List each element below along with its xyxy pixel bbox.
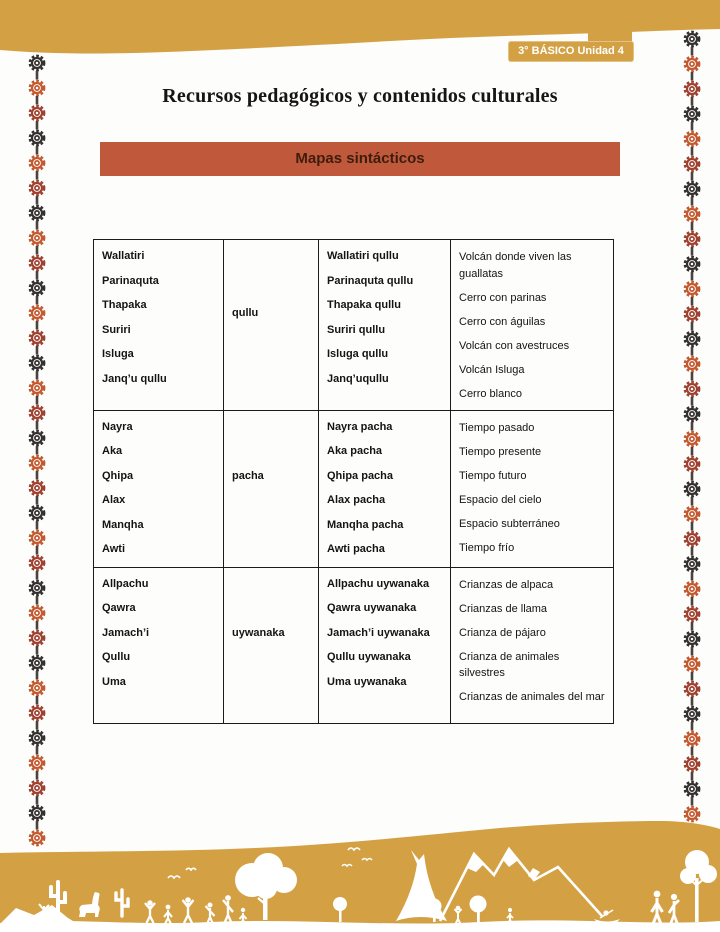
unit-badge: 3° BÁSICO Unidad 4 [508, 41, 634, 62]
rosette-icon [28, 429, 46, 447]
aymara-word: Aka [102, 445, 123, 457]
spanish-meaning: Volcán Isluga [459, 363, 525, 376]
left-border-chain [28, 54, 46, 847]
rosette-icon [683, 655, 701, 673]
aymara-word: Suriri [102, 323, 131, 336]
syntactic-map-table [93, 239, 614, 724]
combined-cell [319, 240, 451, 411]
rosette-icon [28, 129, 46, 147]
rosette-icon [28, 54, 46, 72]
combined-word: Parinaquta qullu [327, 274, 414, 287]
spanish-meaning: Crianzas de alpaca [459, 578, 554, 591]
aymara-word: Jamach’i [102, 626, 150, 639]
combined-word: Jamach’i uywanaka [327, 626, 430, 639]
aymara-word: Awti [102, 543, 126, 555]
aymara-word: Qullu [102, 651, 131, 663]
aymara-word: Wallatiri [102, 250, 145, 262]
spanish-meaning: Tiempo presente [459, 445, 542, 458]
root-word: uywanaka [232, 626, 285, 639]
rosette-icon [28, 554, 46, 572]
rosette-icon [683, 130, 701, 148]
table-row [94, 410, 614, 567]
spanish-meaning: Cerro con águilas [459, 315, 546, 328]
rosette-icon [28, 104, 46, 122]
rosette-icon [683, 780, 701, 798]
rosette-icon [28, 79, 46, 97]
meanings-cell [451, 567, 614, 723]
right-border-chain [683, 30, 701, 823]
rosette-icon [683, 105, 701, 123]
rosette-icon [28, 529, 46, 547]
aymara-word: Thapaka [102, 299, 147, 311]
rosette-icon [683, 205, 701, 223]
rosette-icon [683, 730, 701, 748]
rosette-icon [28, 329, 46, 347]
rosette-icon [683, 355, 701, 373]
combined-word: Wallatiri qullu [327, 250, 399, 262]
rosette-icon [28, 729, 46, 747]
spanish-meaning: Tiempo frío [459, 541, 515, 554]
rosette-icon [683, 605, 701, 623]
rosette-icon [28, 229, 46, 247]
aymara-word: Uma [102, 675, 126, 688]
spanish-meaning: Tiempo futuro [459, 469, 527, 482]
spanish-meaning: Crianzas de llama [459, 602, 548, 615]
rosette-icon [28, 304, 46, 322]
rosette-icon [683, 705, 701, 723]
aymara-word: Qhipa [102, 469, 134, 482]
combined-word: Janq’uqullu [327, 372, 389, 385]
rosette-icon [28, 154, 46, 172]
table-row [94, 567, 614, 723]
rosette-icon [683, 455, 701, 473]
rosette-icon [28, 504, 46, 522]
rosette-icon [683, 755, 701, 773]
combined-word: Isluga qullu [327, 348, 389, 360]
rosette-icon [683, 505, 701, 523]
combined-word: Qullu uywanaka [327, 651, 411, 663]
aymara-word: Janq’u qullu [102, 372, 167, 385]
rosette-icon [683, 480, 701, 498]
aymara-word: Alax [102, 494, 126, 506]
table-row [94, 240, 614, 411]
rosette-icon [28, 404, 46, 422]
rosette-icon [683, 380, 701, 398]
rosette-icon [683, 230, 701, 248]
spanish-meaning: Cerro con parinas [459, 291, 547, 304]
spanish-meaning: Espacio del cielo [459, 493, 542, 506]
footer-illustration [0, 820, 720, 932]
rosette-icon [28, 379, 46, 397]
rosette-icon [683, 280, 701, 298]
combined-word: Qawra uywanaka [327, 602, 417, 614]
root-cell [224, 240, 319, 411]
rosette-icon [683, 30, 701, 48]
rosette-icon [683, 180, 701, 198]
combined-word: Manqha pacha [327, 518, 404, 531]
spanish-meaning: Cerro blanco [459, 387, 522, 400]
rosette-icon [683, 305, 701, 323]
aymara-word: Qawra [102, 602, 136, 614]
rosette-icon [28, 704, 46, 722]
rosette-icon [28, 279, 46, 297]
rosette-icon [683, 680, 701, 698]
rosette-icon [28, 254, 46, 272]
rosette-icon [28, 179, 46, 197]
spanish-meaning: Espacio subterráneo [459, 517, 560, 530]
aymara-word: Allpachu [102, 577, 149, 590]
combined-cell [319, 410, 451, 567]
rosette-icon [683, 430, 701, 448]
spanish-meaning: Volcán donde viven las guallatas [459, 251, 572, 280]
rosette-icon [28, 604, 46, 622]
combined-cell [319, 567, 451, 723]
combined-word: Suriri qullu [327, 323, 386, 336]
words-cell [94, 567, 224, 723]
rosette-icon [683, 80, 701, 98]
aymara-word: Isluga [102, 348, 134, 360]
meanings-cell [451, 410, 614, 567]
root-cell [224, 410, 319, 567]
combined-word: Qhipa pacha [327, 469, 394, 482]
meanings-cell [451, 240, 614, 411]
section-banner: Mapas sintácticos [100, 142, 620, 176]
words-cell [94, 240, 224, 411]
rosette-icon [28, 679, 46, 697]
rosette-icon [28, 629, 46, 647]
rosette-icon [683, 255, 701, 273]
rosette-icon [683, 55, 701, 73]
words-cell [94, 410, 224, 567]
rosette-icon [28, 754, 46, 772]
rosette-icon [28, 454, 46, 472]
rosette-icon [28, 654, 46, 672]
rosette-icon [683, 530, 701, 548]
spanish-meaning: Volcán con avestruces [459, 339, 570, 352]
combined-word: Aka pacha [327, 445, 383, 457]
spanish-meaning: Crianza de pájaro [459, 626, 546, 639]
rosette-icon [28, 354, 46, 372]
rosette-icon [28, 779, 46, 797]
spanish-meaning: Crianzas de animales del mar [459, 691, 605, 703]
combined-word: Allpachu uywanaka [327, 577, 430, 590]
rosette-icon [683, 330, 701, 348]
rosette-icon [28, 579, 46, 597]
rosette-icon [683, 155, 701, 173]
combined-word: Thapaka qullu [327, 299, 401, 311]
rosette-icon [28, 479, 46, 497]
page-title: Recursos pedagógicos y contenidos culturales [162, 85, 558, 107]
rosette-icon [28, 204, 46, 222]
combined-word: Uma uywanaka [327, 675, 407, 688]
root-word: pacha [232, 470, 264, 483]
combined-word: Alax pacha [327, 494, 386, 506]
rosette-icon [683, 630, 701, 648]
spanish-meaning: Crianza de animales silvestres [459, 650, 560, 679]
footer-wave-shape [0, 821, 720, 932]
aymara-word: Manqha [102, 518, 144, 531]
spanish-meaning: Tiempo pasado [459, 421, 535, 434]
aymara-word: Parinaquta [102, 274, 159, 287]
root-word: qullu [232, 306, 259, 319]
combined-word: Awti pacha [327, 543, 385, 555]
aymara-word: Nayra [102, 420, 133, 433]
rosette-icon [683, 580, 701, 598]
root-cell [224, 567, 319, 723]
rosette-icon [683, 555, 701, 573]
combined-word: Nayra pacha [327, 420, 393, 433]
rosette-icon [683, 405, 701, 423]
